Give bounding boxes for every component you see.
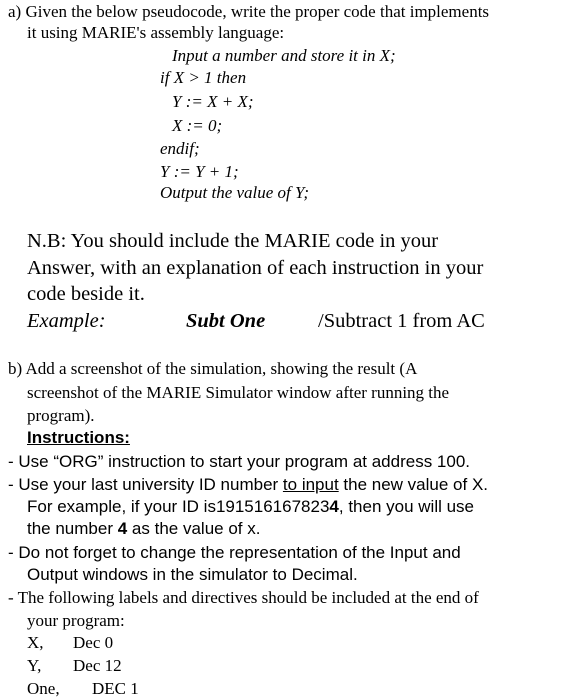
- pseudocode-line: Y := X + X;: [172, 92, 254, 111]
- instruction-example-id: [27, 497, 474, 517]
- instruction-text: as the value of x.: [127, 519, 261, 538]
- part-a-question-line1: a) Given the below pseudocode, write the proper code that implements: [8, 2, 490, 21]
- label-directive: DEC 1: [92, 679, 139, 698]
- part-a-question-line2: it using MARIE's assembly language:: [27, 23, 285, 42]
- note-line: code beside it.: [27, 283, 145, 305]
- note-line: N.B: You should include the MARIE code in your: [27, 230, 439, 252]
- note-line: Answer, with an explanation of each instruction in your: [27, 257, 484, 279]
- label-name: X,: [27, 633, 44, 652]
- part-b-question-line1: b) Add a screenshot of the simulation, showing the result (A: [8, 359, 418, 378]
- instruction-bullet-decimal-cont: Output windows in the simulator to Decimal.: [27, 565, 358, 584]
- instruction-text: - Use your last university ID number: [8, 475, 283, 494]
- pseudocode-line: Input a number and store it in X;: [172, 46, 396, 65]
- example-comment: /Subtract 1 from AC: [318, 310, 485, 332]
- instruction-bullet-id: [8, 475, 488, 495]
- label-directive: Dec 12: [73, 656, 122, 675]
- label-directive: Dec 0: [73, 633, 114, 652]
- example-label: Example:: [27, 310, 106, 332]
- instruction-bullet-labels: - The following labels and directives should be included at the end of: [8, 588, 479, 607]
- instruction-text: the new value of X.: [338, 475, 489, 494]
- example-code: Subt One: [186, 310, 266, 332]
- value-digit: 4: [117, 519, 128, 538]
- pseudocode-line: if X > 1 then: [160, 68, 247, 87]
- pseudocode-line: endif;: [160, 139, 200, 158]
- instruction-text: the number: [27, 519, 118, 538]
- label-name: One,: [27, 679, 60, 698]
- instruction-example-value: [27, 519, 260, 539]
- instructions-title: Instructions:: [27, 428, 130, 447]
- pseudocode-line: Output the value of Y;: [160, 183, 310, 202]
- instruction-bullet-decimal: - Do not forget to change the representation of the Input and: [8, 543, 461, 562]
- label-name: Y,: [27, 656, 42, 675]
- part-b-question-line2: screenshot of the MARIE Simulator window after running the: [27, 383, 450, 402]
- instruction-text: , then you will use: [338, 497, 475, 516]
- id-last-digit: 4: [329, 497, 339, 516]
- to-input-underlined: to input: [282, 475, 339, 494]
- instruction-bullet-org: - Use “ORG” instruction to start your program at address 100.: [8, 452, 471, 471]
- pseudocode-line: X := 0;: [172, 116, 223, 135]
- part-b-question-line3: program).: [27, 406, 95, 425]
- pseudocode-line: Y := Y + 1;: [160, 162, 239, 181]
- instruction-text: For example, if your ID is191516167823: [27, 497, 330, 516]
- instruction-bullet-labels-cont: your program:: [27, 611, 125, 630]
